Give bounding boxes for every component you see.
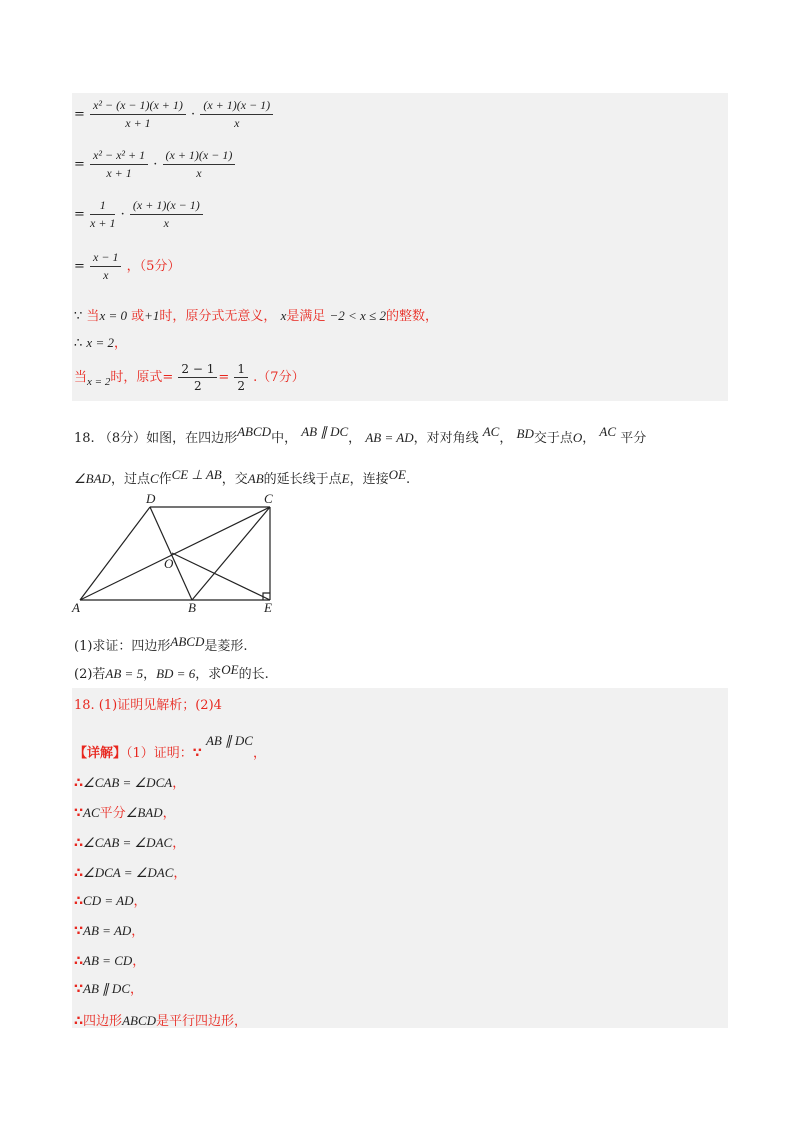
because-symbol: ∵ xyxy=(74,924,84,939)
text: 四边形 xyxy=(83,1014,123,1029)
text: ， xyxy=(143,667,157,682)
math: OE xyxy=(221,662,239,677)
math: AB = CD xyxy=(83,953,133,968)
detail-tag: 【详解】 xyxy=(74,746,127,761)
text: ， xyxy=(582,431,596,446)
denominator: x xyxy=(103,268,109,282)
numerator: x² − x² + 1 xyxy=(90,148,148,165)
therefore-symbol: ∴ xyxy=(74,836,84,851)
math: ∠DCA = ∠DAC xyxy=(83,865,174,880)
text: 时，原分式无意义， xyxy=(159,309,277,324)
text: ， xyxy=(133,894,147,909)
proof-step xyxy=(74,890,147,909)
numerator: 2 − 1 xyxy=(178,362,217,378)
math: CE ⊥ AB xyxy=(171,467,222,482)
equals-sign: = xyxy=(74,157,85,172)
text: (1)求证：四边形 xyxy=(74,639,171,654)
numerator: 1 xyxy=(234,362,248,378)
math: ∠CAB = ∠DAC xyxy=(83,835,173,850)
numerator: (x + 1)(x − 1) xyxy=(130,198,203,215)
derivation-line-3 xyxy=(74,198,204,231)
segment-oe xyxy=(172,553,270,600)
text: (2)若 xyxy=(74,667,106,682)
therefore-symbol: ∴ xyxy=(74,954,84,969)
equals-sign: = xyxy=(218,370,230,385)
question-18-line-2 xyxy=(74,467,410,487)
fraction-2 xyxy=(163,148,236,181)
text: 作 xyxy=(158,472,172,487)
text: 或 xyxy=(131,309,145,324)
label-b: B xyxy=(188,600,196,615)
final-value-line xyxy=(74,362,305,393)
answer-summary xyxy=(74,694,222,713)
text: 中， xyxy=(271,431,298,446)
derivation-line-1 xyxy=(74,98,274,131)
math: AB = AD xyxy=(365,430,414,445)
fraction-2 xyxy=(200,98,273,131)
text: ，交 xyxy=(221,472,248,487)
math: AB ∥ DC xyxy=(205,733,253,748)
text: ， xyxy=(132,954,146,969)
math: O xyxy=(572,430,583,445)
rhombus-figure xyxy=(70,490,290,615)
fraction-1 xyxy=(90,98,186,131)
math: OE xyxy=(388,467,406,482)
text: 的长. xyxy=(238,667,269,682)
math: AB = AD xyxy=(83,923,132,938)
denominator: x + 1 xyxy=(106,166,132,180)
math: AC xyxy=(83,805,100,820)
answer-text: 18. (1)证明见解析；(2)4 xyxy=(74,698,222,713)
condition-line xyxy=(74,305,438,324)
fraction xyxy=(234,362,248,393)
because-symbol: ∵ xyxy=(74,309,83,324)
text: ， xyxy=(173,866,187,881)
label-d: D xyxy=(146,491,156,506)
equals-sign: = xyxy=(162,370,174,385)
therefore-symbol: ∴ xyxy=(74,336,83,351)
proof-step xyxy=(74,920,144,939)
score-note: ，（5分） xyxy=(126,259,181,274)
text: 的整数， xyxy=(385,309,438,324)
text: ， xyxy=(499,431,513,446)
math: AB ∥ DC xyxy=(83,981,130,996)
segment-ad xyxy=(80,507,150,600)
math: BD xyxy=(516,426,534,441)
question-18-part-1 xyxy=(74,634,248,654)
proof-step xyxy=(74,978,143,997)
dot-operator: · xyxy=(153,157,158,172)
proof-step xyxy=(74,832,185,851)
denominator: x + 1 xyxy=(90,216,116,230)
text: 交于点 xyxy=(533,431,573,446)
text: ， xyxy=(162,806,176,821)
score-note: .（7分） xyxy=(253,370,305,385)
text: （1）证明： xyxy=(126,746,193,761)
math: ∠BAD xyxy=(74,471,111,486)
fraction-1 xyxy=(90,148,148,181)
therefore-symbol: ∴ xyxy=(74,866,84,881)
equals-sign: = xyxy=(74,259,85,274)
text: 当 xyxy=(86,309,100,324)
text: ， xyxy=(348,431,362,446)
proof-step xyxy=(74,862,186,881)
text: 平分 xyxy=(99,806,126,821)
math: AB ∥ DC xyxy=(301,424,349,439)
dot-operator: · xyxy=(120,207,125,222)
text: ， xyxy=(113,336,127,351)
text: ，求 xyxy=(195,667,222,682)
denominator: x + 1 xyxy=(125,116,151,130)
because-symbol: ∵ xyxy=(192,746,202,761)
math: CD = AD xyxy=(83,893,134,908)
fraction-2 xyxy=(130,198,203,231)
text: ，连接 xyxy=(349,472,389,487)
dot-operator: · xyxy=(191,107,196,122)
denominator: x xyxy=(234,116,240,130)
because-symbol: ∵ xyxy=(74,806,84,821)
equals-sign: = xyxy=(74,207,85,222)
text: ， xyxy=(131,924,145,939)
text: ， xyxy=(130,982,144,997)
text: 时，原式 xyxy=(110,370,163,385)
math: x xyxy=(280,308,287,323)
therefore-line xyxy=(74,332,127,351)
numerator: 1 xyxy=(90,198,115,215)
text: ， xyxy=(172,776,186,791)
math: +1 xyxy=(144,308,160,323)
proof-step xyxy=(74,772,185,791)
text: 平分 xyxy=(620,431,647,446)
denominator: 2 xyxy=(237,379,246,393)
numerator: (x + 1)(x − 1) xyxy=(163,148,236,165)
label-a: A xyxy=(72,600,80,615)
proof-step xyxy=(74,950,145,969)
text: ，过点 xyxy=(110,472,150,487)
math: AC xyxy=(482,424,500,439)
math: ABCD xyxy=(170,634,205,649)
text: 的延长线于点 xyxy=(263,472,342,487)
math: AB xyxy=(247,471,264,486)
text: ， xyxy=(252,746,266,761)
derivation-line-2 xyxy=(74,148,236,181)
math: x = 2 xyxy=(86,335,114,350)
math: ABCD xyxy=(237,424,272,439)
text: ，对对角线 xyxy=(413,431,479,446)
denominator: x xyxy=(196,166,202,180)
fraction-1 xyxy=(90,198,115,231)
fraction xyxy=(178,362,217,393)
segment-bc xyxy=(192,507,270,600)
proof-step xyxy=(74,802,176,821)
therefore-symbol: ∴ xyxy=(74,776,84,791)
therefore-symbol: ∴ xyxy=(74,1014,84,1029)
text: ， xyxy=(172,836,186,851)
math: x = 2 xyxy=(87,376,111,388)
question-number: 18. xyxy=(74,431,95,446)
numerator: x² − (x − 1)(x + 1) xyxy=(90,98,186,115)
proof-step xyxy=(74,1010,247,1029)
denominator: 2 xyxy=(194,379,202,393)
text: 当 xyxy=(74,370,88,385)
numerator: (x + 1)(x − 1) xyxy=(200,98,273,115)
text: 是满足 xyxy=(286,309,326,324)
math: −2 < x ≤ 2 xyxy=(329,308,386,323)
diagonal-bd xyxy=(150,507,192,600)
math: ∠CAB = ∠DCA xyxy=(83,775,173,790)
text: 是平行四边形， xyxy=(156,1014,248,1029)
math: E xyxy=(341,471,350,486)
detail-header xyxy=(74,733,266,761)
text: 是菱形. xyxy=(204,639,248,654)
math: ABCD xyxy=(122,1013,157,1028)
solution-17-panel xyxy=(72,93,728,401)
because-symbol: ∵ xyxy=(74,982,84,997)
math: BD = 6 xyxy=(156,666,196,681)
question-18-line-1 xyxy=(74,424,646,446)
label-o: O xyxy=(164,556,174,571)
math: AB = 5 xyxy=(105,666,144,681)
therefore-symbol: ∴ xyxy=(74,894,84,909)
question-18-part-2 xyxy=(74,662,269,682)
fraction-result xyxy=(90,250,121,283)
math: x = 0 xyxy=(99,308,127,323)
denominator: x xyxy=(163,216,169,230)
equals-sign: = xyxy=(74,107,85,122)
label-e: E xyxy=(264,600,272,615)
math: AC xyxy=(599,424,617,439)
text: （8分）如图，在四边形 xyxy=(98,431,238,446)
math: C xyxy=(149,471,159,486)
derivation-line-4 xyxy=(74,250,180,283)
numerator: x − 1 xyxy=(90,250,121,267)
math: ∠BAD xyxy=(125,805,163,820)
label-c: C xyxy=(264,491,273,506)
text: . xyxy=(405,472,411,487)
